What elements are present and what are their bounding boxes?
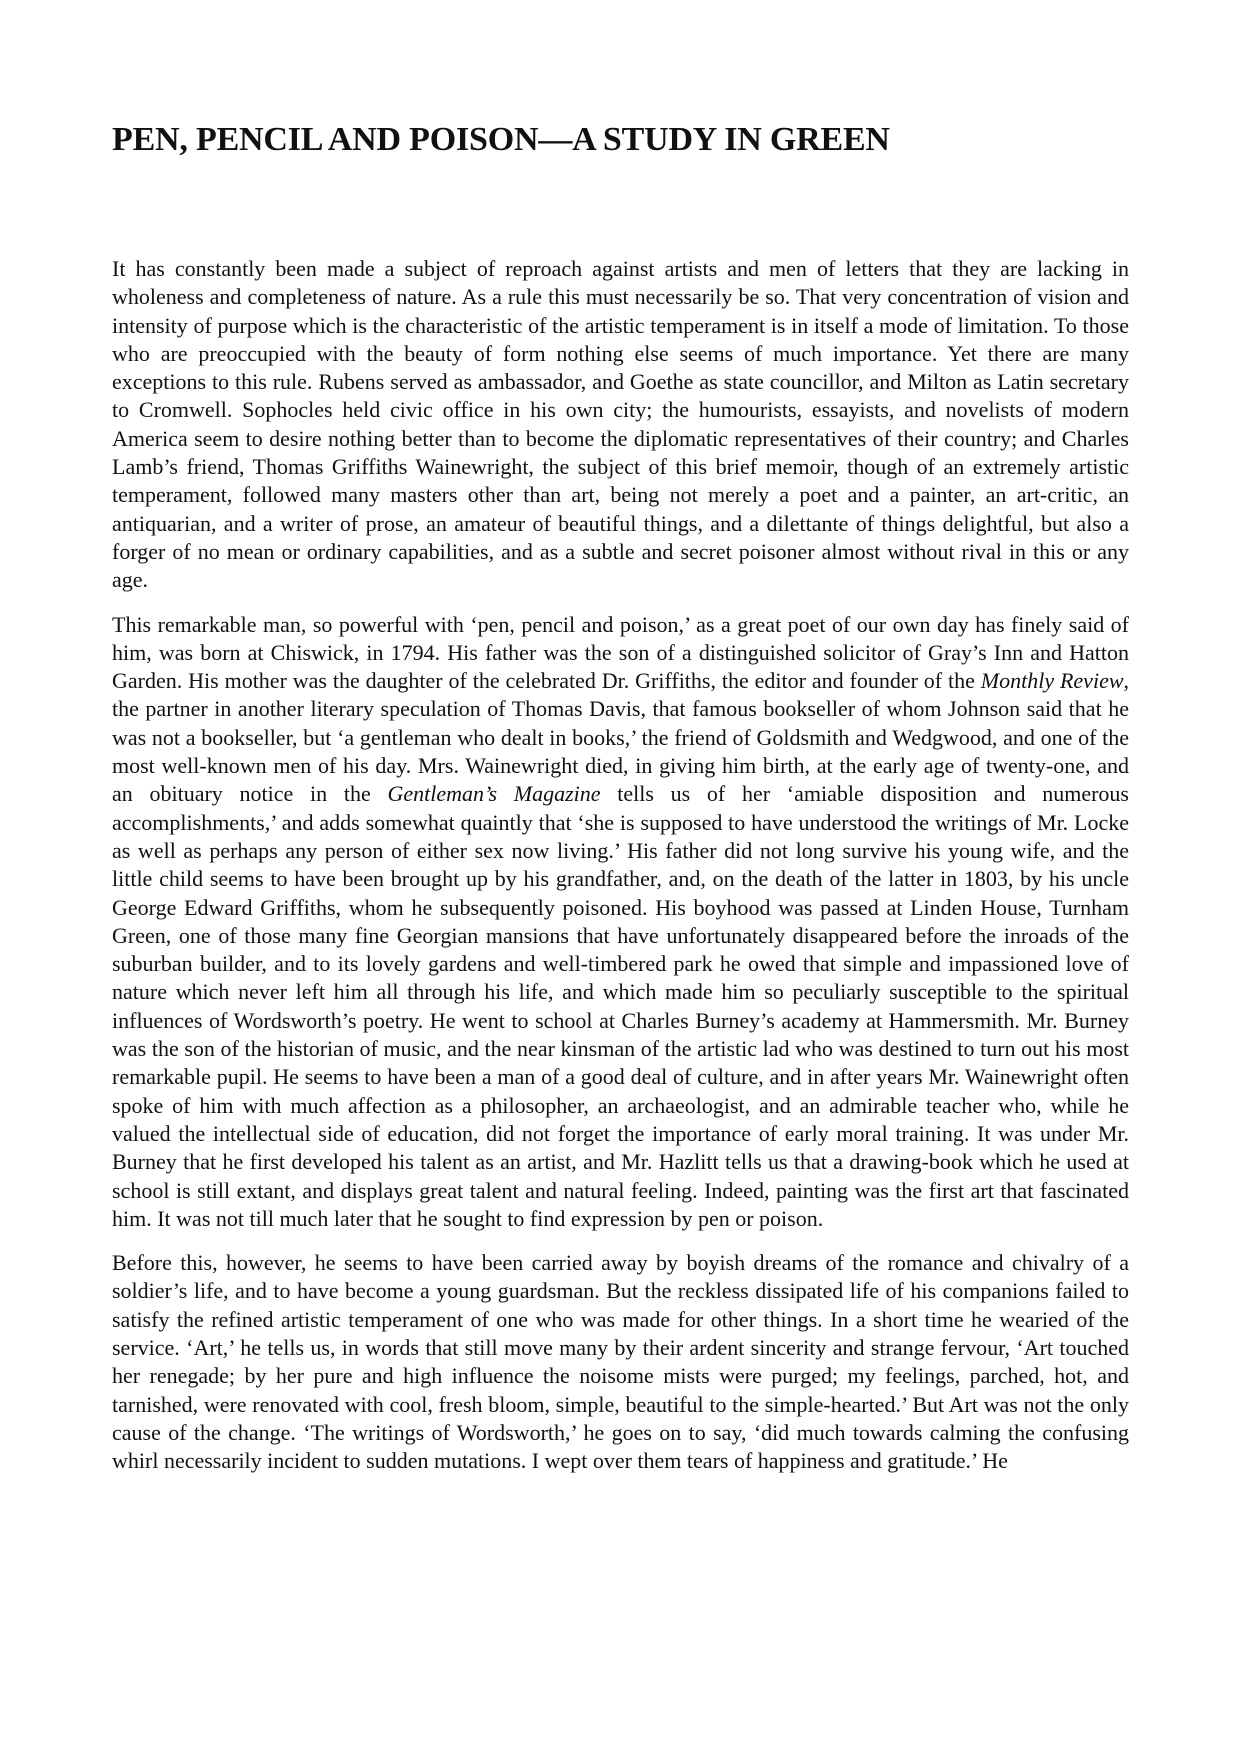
- text-run: It has constantly been made a subject of reproach against artists and men of letters that they are lacking in wholeness and completeness of nature. As a rule this must necessarily be so. That very concentration of vision and intensity of purpose which is the characteristic of the artistic temperament is in itself a mode of limitation. To those who are preoccupied with the beauty of form nothing else seems of much importance. Yet there are many exceptions to this rule. Rubens served as ambassador, and Goethe as state councillor, and Milton as Latin secretary to Cromwell. Sophocles held civic office in his own city; the humourists, essayists, and novelists of modern America seem to desire nothing better than to become the diplomatic representatives of their country; and Charles Lamb’s friend, Thomas Griffiths Wainewright, the subject of this brief memoir, though of an extremely artistic temperament, followed many masters other than art, being not merely a poet and a painter, an art-critic, an antiquarian, and a writer of prose, an amateur of beautiful things, and a dilettante of things delightful, but also a forger of no mean or ordinary capabilities, and as a subtle and secret poisoner almost without rival in this or any age.: [112, 256, 1129, 593]
- text-run: This remarkable man, so powerful with ‘pen, pencil and poison,’ as a great poet of our own day has finely said of him, was born at Chiswick, in 1794. His father was the son of a distinguished solicitor of Gray’s Inn and Hatton Garden. His mother was the daughter of the celebrated Dr. Griffiths, the editor and founder of the: [112, 611, 1129, 694]
- text-run: tells us of her ‘amiable disposition and numerous accomplishments,’ and adds somewhat quaintly that ‘she is supposed to have understood the writings of Mr. Locke as well as perhaps any person of either sex now living.’ His father did not long survive his young wife, and the little child seems to have been brought up by his grandfather, and, on the death of the latter in 1803, by his uncle George Edward Griffiths, whom he subsequently poisoned. His boyhood was passed at Linden House, Turnham Green, one of those many fine Georgian mansions that have unfortunately disappeared before the inroads of the suburban builder, and to its lovely gardens and well-timbered park he owed that simple and impassioned love of nature which never left him all through his life, and which made him so peculiarly susceptible to the spiritual influences of Wordsworth’s poetry. He went to school at Charles Burney’s academy at Hammersmith. Mr. Burney was the son of the historian of music, and the near kinsman of the artistic lad who was destined to turn out his most remarkable pupil. He seems to have been a man of a good deal of culture, and in after years Mr. Wainewright often spoke of him with much affection as a philosopher, an archaeologist, and an admirable teacher who, while he valued the intellectual side of education, did not forget the importance of early moral training. It was under Mr. Burney that he first developed his talent as an artist, and Mr. Hazlitt tells us that a drawing-book which he used at school is still extant, and displays great talent and natural feeling. Indeed, painting was the first art that fascinated him. It was not till much later that he sought to find expression by pen or poison.: [112, 781, 1129, 1231]
- paragraph: [112, 1249, 1129, 1475]
- paragraph: [112, 611, 1129, 1234]
- periodical-title: Gentleman’s Magazine: [387, 781, 601, 807]
- text-run: Before this, however, he seems to have been carried away by boyish dreams of the romance and chivalry of a soldier’s life, and to have become a young guardsman. But the reckless dissipated life of his companions failed to satisfy the refined artistic temperament of one who was made for other things. In a short time he wearied of the service. ‘Art,’ he tells us, in words that still move many by their ardent sincerity and strange fervour, ‘Art touched her renegade; by her pure and high influence the noisome mists were purged; my feelings, parched, hot, and tarnished, were renovated with cool, fresh bloom, simple, beautiful to the simple-hearted.’ But Art was not the only cause of the change. ‘The writings of Wordsworth,’ he goes on to say, ‘did much towards calming the confusing whirl necessarily incident to sudden mutations. I wept over them tears of happiness and gratitude.’ He: [112, 1250, 1129, 1474]
- paragraph: [112, 255, 1129, 595]
- document-page: [112, 120, 1129, 1491]
- text-run: , the partner in another literary speculation of Thomas Davis, that famous bookseller of whom Johnson said that he was not a bookseller, but ‘a gentleman who dealt in books,’ the friend of Goldsmith and Wedgwood, and one of the most well-known men of his day. Mrs. Wainewright died, in giving him birth, at the early age of twenty-one, and an obituary notice in the: [112, 668, 1130, 807]
- document-body: [112, 255, 1129, 1475]
- periodical-title: Monthly Review: [980, 668, 1124, 694]
- document-title: PEN, PENCIL AND POISON—A STUDY IN GREEN: [112, 121, 890, 158]
